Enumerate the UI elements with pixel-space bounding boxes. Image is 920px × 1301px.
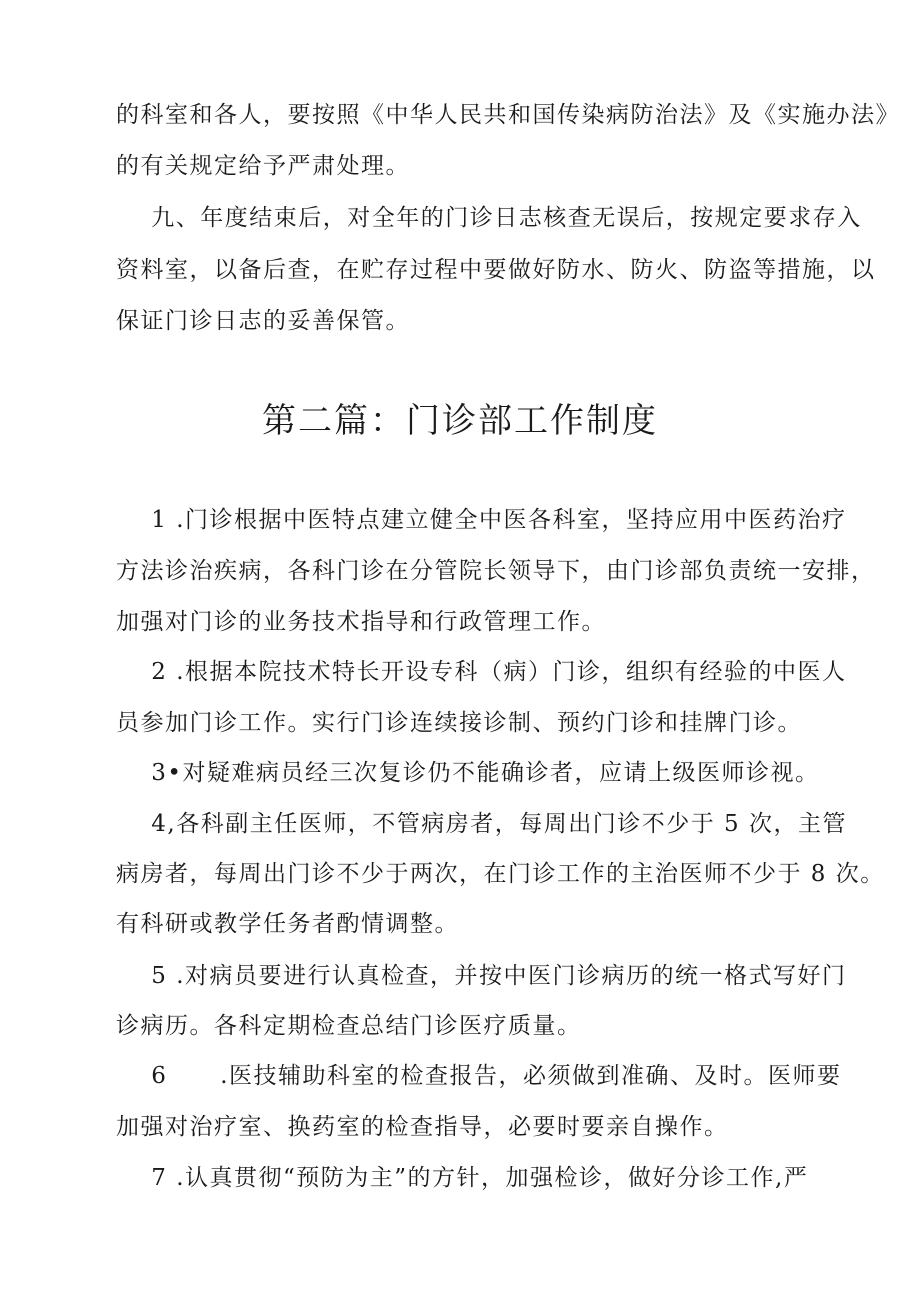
rule-5-line: 5 .对病员要进行认真检查，并按中医门诊病历的统一格式写好门 [116,963,847,989]
rule-1-line: 加强对门诊的业务技术指导和行政管理工作。 [116,609,606,635]
rule-3-line: 3•对疑难病员经三次复诊仍不能确诊者，应请上级医师诊视。 [116,760,820,786]
rule-6-line: 加强对治疗室、换药室的检查指导，必要时要亲自操作。 [116,1114,729,1140]
rule-4-line: 病房者，每周出门诊不少于两次，在门诊工作的主治医师不少于 8 次。 [116,861,885,887]
rule-1-line: 1 .门诊根据中医特点建立健全中医各科室，坚持应用中医药治疗 [116,507,847,533]
rule-7-line: 7 .认真贯彻“预防为主”的方针，加强检诊，做好分诊工作,严 [116,1165,809,1191]
paragraph-line: 九、年度结束后，对全年的门诊日志核查无误后，按规定要求存入 [116,205,862,231]
rule-2-line: 员参加门诊工作。实行门诊连续接诊制、预约门诊和挂牌门诊。 [116,710,802,736]
section-title: 第二篇：门诊部工作制度 [262,401,658,441]
paragraph-line: 资料室，以备后查，在贮存过程中要做好防水、防火、防盗等措施，以 [116,257,876,283]
paragraph-line: 的科室和各人，要按照《中华人民共和国传染病防治法》及《实施办法》 [116,102,900,128]
rule-6-line: 6 .医技辅助科室的检查报告，必须做到准确、及时。医师要 [116,1063,842,1089]
rule-2-line: 2 .根据本院技术特长开设专科（病）门诊，组织有经验的中医人 [116,659,847,685]
rule-4-line: 4,各科副主任医师，不管病房者，每周出门诊不少于 5 次，主管 [116,811,847,837]
paragraph-line: 保证门诊日志的妥善保管。 [116,308,410,334]
rule-4-line: 有科研或教学任务者酌情调整。 [116,911,459,937]
rule-1-line: 方法诊治疾病，各科门诊在分管院长领导下，由门诊部负责统一安排， [116,558,876,584]
paragraph-line: 的有关规定给予严肃处理。 [116,153,410,179]
rule-5-line: 诊病历。各科定期检查总结门诊医疗质量。 [116,1013,582,1039]
